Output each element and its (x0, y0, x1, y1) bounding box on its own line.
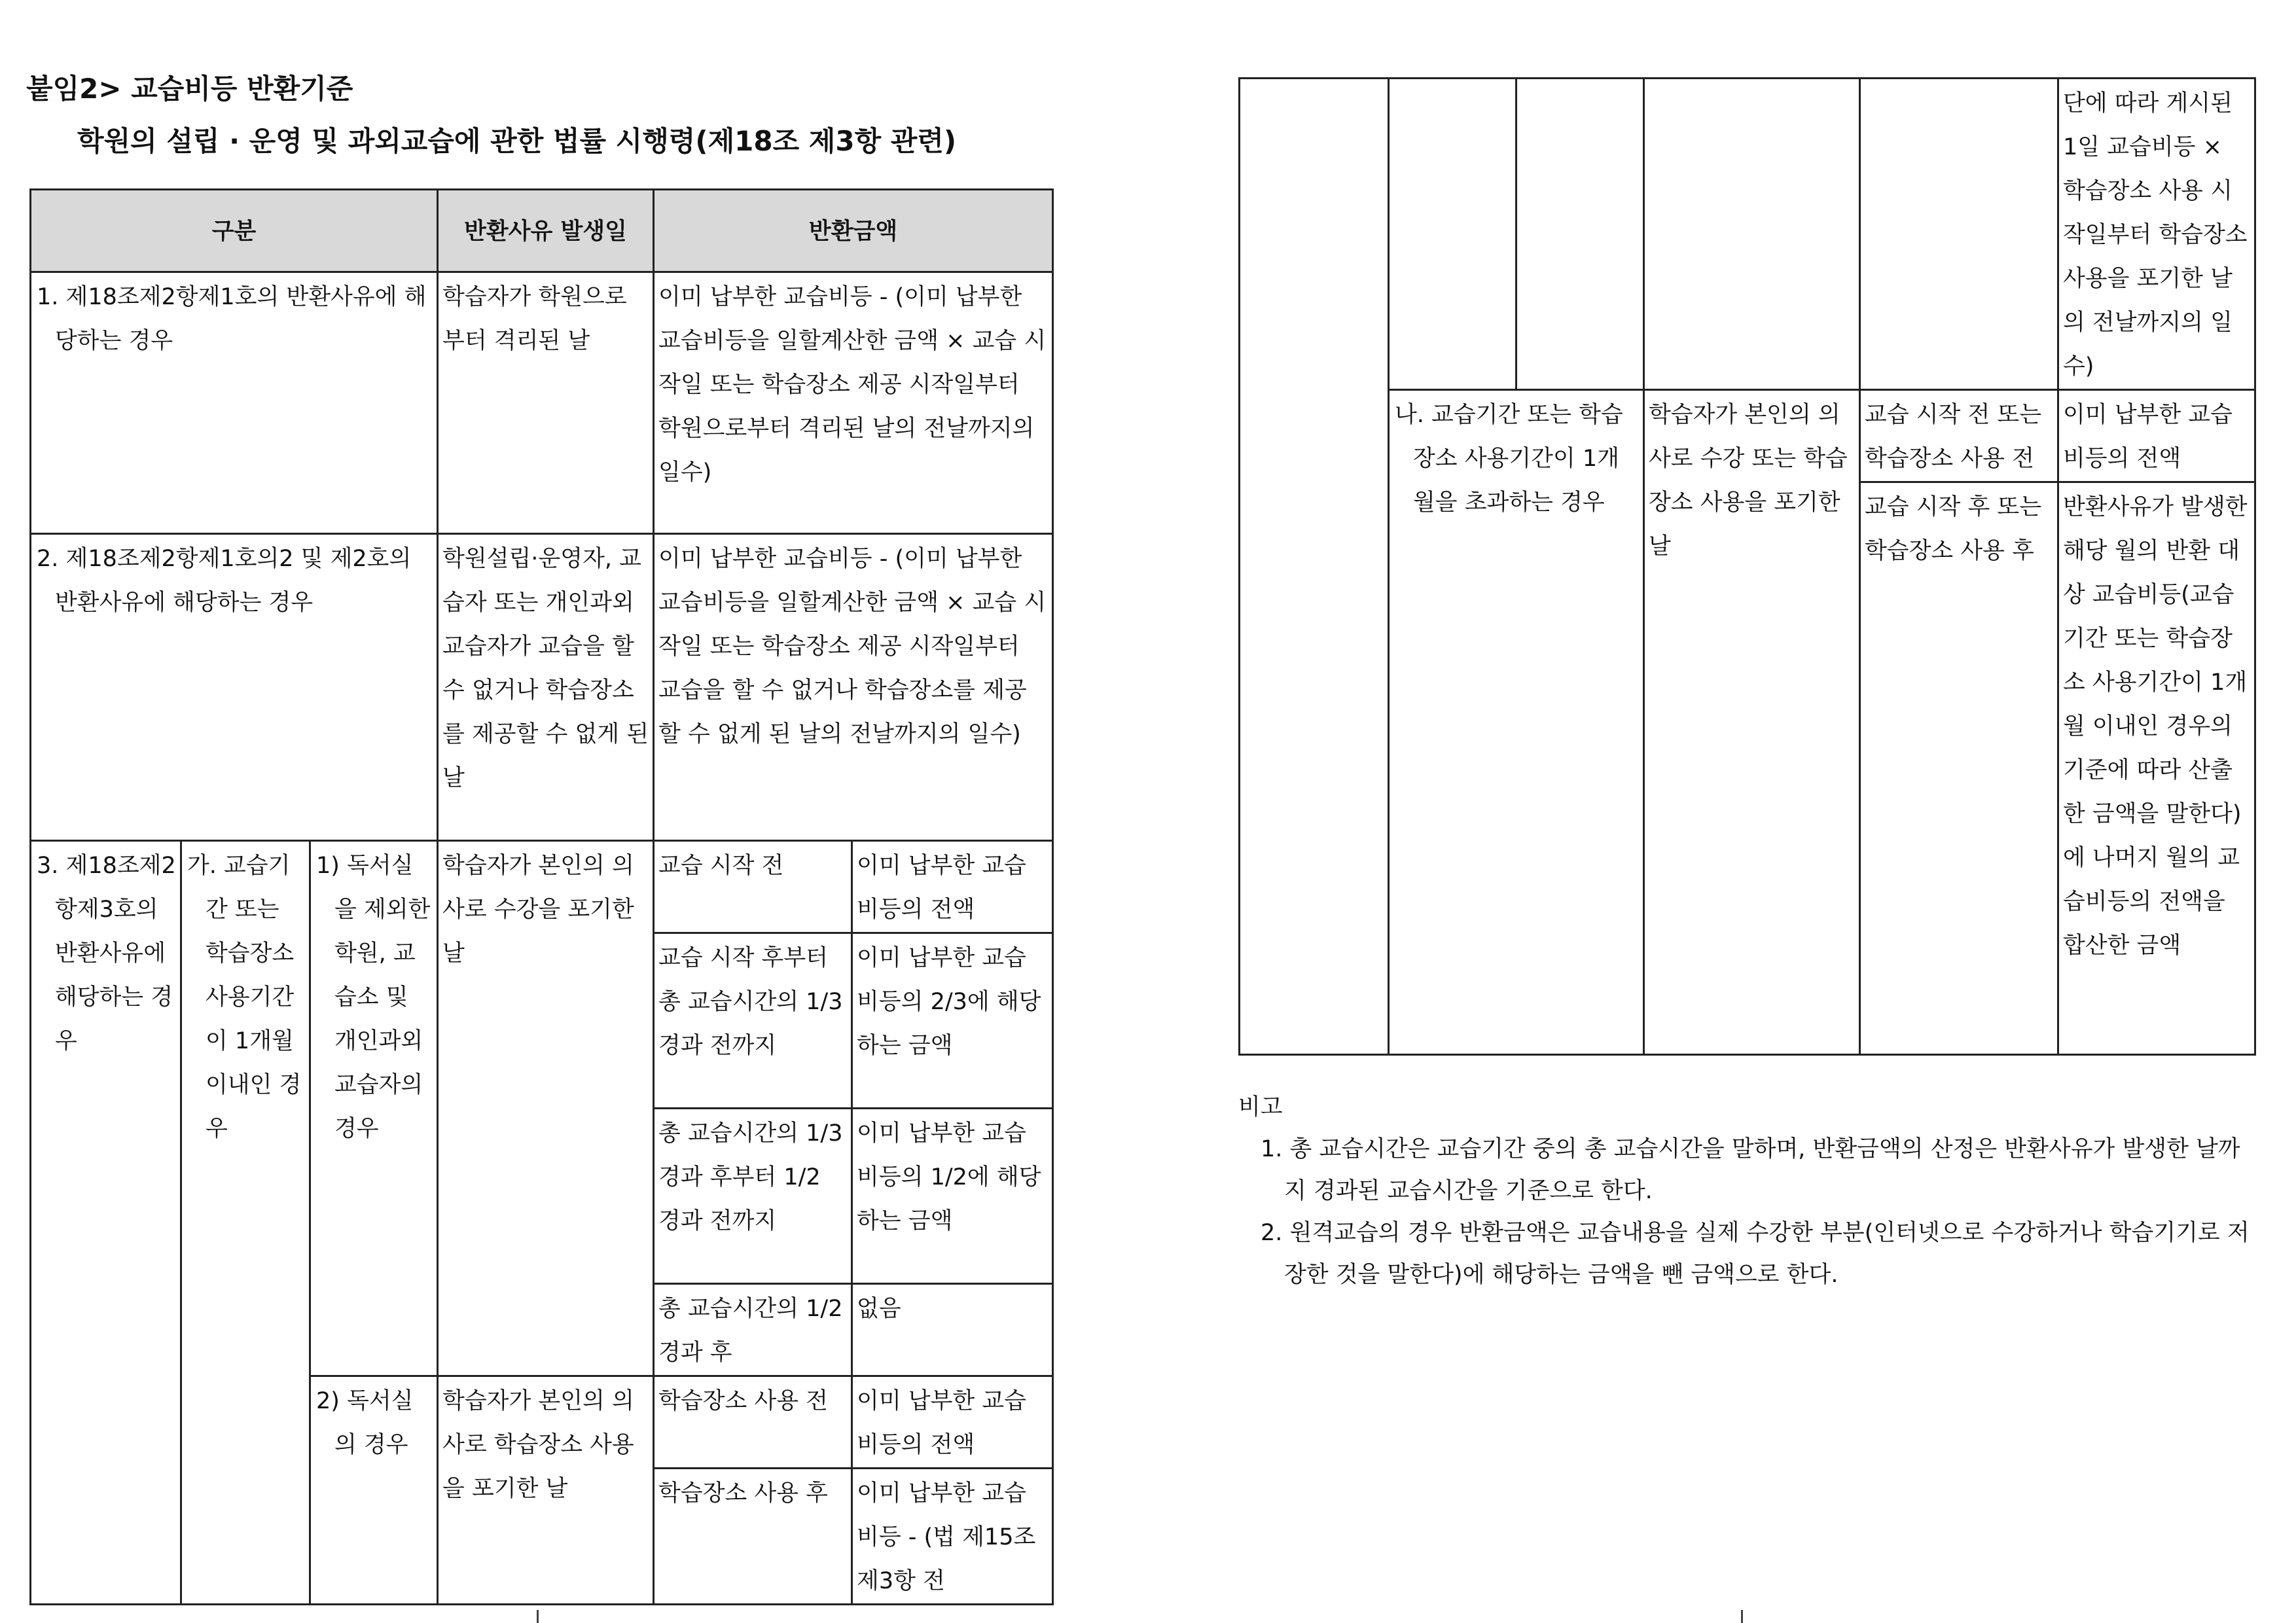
row2-date: 학원설립·운영자, 교습자 또는 개인과외교습자가 교습을 할 수 없거나 학습장소를 제공할 수 없게 된 날 (438, 534, 654, 841)
table-row (31, 272, 1053, 534)
sub2-amount: 이미 납부한 교습비등 - (법 제15조제3항 전 (852, 1469, 1053, 1605)
table-row (1240, 79, 2255, 390)
row3-sub1: 1) 독서실을 제외한 학원, 교습소 및 개인과외교습자의 경우 (310, 841, 438, 1376)
row1-date: 학습자가 학원으로부터 격리된 날 (438, 272, 654, 534)
na-category: 나. 교습기간 또는 학습장소 사용기간이 1개월을 초과하는 경우 (1389, 390, 1644, 1055)
page-edge-mark (537, 1610, 545, 1623)
row1-category: 1. 제18조제2항제1호의 반환사유에 해당하는 경우 (31, 272, 438, 534)
row3-sub2-date: 학습자가 본인의 의사로 학습장소 사용을 포기한 날 (438, 1376, 654, 1605)
na-date: 학습자가 본인의 의사로 수강 또는 학습장소 사용을 포기한 날 (1644, 390, 1860, 1055)
sub1-amount: 이미 납부한 교습비등의 2/3에 해당하는 금액 (852, 933, 1053, 1109)
header-amount: 반환금액 (654, 190, 1053, 272)
note-item: 1. 총 교습시간은 교습기간 중의 총 교습시간을 말하며, 반환금액의 산정은 반환사유가 발생한 날까지 경과된 교습시간을 기준으로 한다. (1261, 1136, 2240, 1204)
refund-table (29, 188, 1054, 1605)
note-item: 2. 원격교습의 경우 반환금액은 교습내용을 실제 수강한 부분(인터넷으로 수강하거나 학습기기로 저장한 것을 말한다)에 해당하는 금액을 뺀 금액으로 한다. (1261, 1220, 2250, 1288)
sub1-when: 교습 시작 전 (654, 841, 852, 933)
row3-category: 3. 제18조제2항제3호의 반환사유에 해당하는 경우 (31, 841, 181, 1605)
row3-sub1-date: 학습자가 본인의 의사로 수강을 포기한 날 (438, 841, 654, 1376)
cont-ga-blank (1389, 79, 1516, 390)
sub1-when: 총 교습시간의 1/2 경과 후 (654, 1284, 852, 1376)
cont-date-blank (1644, 79, 1860, 390)
notes-title: 비고 (1238, 1094, 1283, 1120)
na-amount: 이미 납부한 교습비등의 전액 (2058, 390, 2255, 482)
table-row (31, 841, 1053, 933)
header-date: 반환사유 발생일 (438, 190, 654, 272)
law-title: 학원의 설립 · 운영 및 과외교습에 관한 법률 시행령(제18조 제3항 관련) (77, 125, 957, 157)
notes (1238, 1086, 2259, 1296)
refund-table-continued (1238, 77, 2256, 1056)
row3-ga: 가. 교습기간 또는 학습장소 사용기간이 1개월 이내인 경우 (181, 841, 310, 1605)
attachment-title: 붙임2> 교습비등 반환기준 (26, 73, 353, 105)
sub2-when: 학습장소 사용 후 (654, 1469, 852, 1605)
sub1-amount: 이미 납부한 교습비등의 1/2에 해당하는 금액 (852, 1109, 1053, 1284)
row3-sub2: 2) 독서실의 경우 (310, 1376, 438, 1605)
sub2-amount: 이미 납부한 교습비등의 전액 (852, 1376, 1053, 1469)
header-category: 구분 (31, 190, 438, 272)
table-header-row (31, 190, 1053, 272)
na-when: 교습 시작 후 또는 학습장소 사용 후 (1860, 482, 2058, 1055)
page-edge-mark (1741, 1610, 1749, 1623)
sub2-when: 학습장소 사용 전 (654, 1376, 852, 1469)
cont-when-blank (1860, 79, 2058, 390)
table-row (31, 534, 1053, 841)
cont-category-blank (1240, 79, 1389, 1055)
table-row (1240, 390, 2255, 482)
na-amount: 반환사유가 발생한 해당 월의 반환 대상 교습비등(교습기간 또는 학습장소 사용기간이 1개월 이내인 경우의 기준에 따라 산출한 금액을 말한다)에 나머지 월의 교습비등의 전액을 합산한 금액 (2058, 482, 2255, 1055)
cont-sub-blank (1516, 79, 1644, 390)
row1-amount: 이미 납부한 교습비등 - (이미 납부한 교습비등을 일할계산한 금액 × 교습 시작일 또는 학습장소 제공 시작일부터 학원으로부터 격리된 날의 전날까지의 일수) (654, 272, 1053, 534)
na-when: 교습 시작 전 또는 학습장소 사용 전 (1860, 390, 2058, 482)
cont-amount: 단에 따라 게시된 1일 교습비등 × 학습장소 사용 시작일부터 학습장소 사용을 포기한 날의 전날까지의 일수) (2058, 79, 2255, 390)
sub1-when: 교습 시작 후부터 총 교습시간의 1/3 경과 전까지 (654, 933, 852, 1109)
sub1-amount: 이미 납부한 교습비등의 전액 (852, 841, 1053, 933)
row2-amount: 이미 납부한 교습비등 - (이미 납부한 교습비등을 일할계산한 금액 × 교습 시작일 또는 학습장소 제공 시작일부터 교습을 할 수 없거나 학습장소를 제공할 수 없게 된 날의 전날까지의 일수) (654, 534, 1053, 841)
sub1-when: 총 교습시간의 1/3 경과 후부터 1/2 경과 전까지 (654, 1109, 852, 1284)
row2-category: 2. 제18조제2항제1호의2 및 제2호의 반환사유에 해당하는 경우 (31, 534, 438, 841)
sub1-amount: 없음 (852, 1284, 1053, 1376)
